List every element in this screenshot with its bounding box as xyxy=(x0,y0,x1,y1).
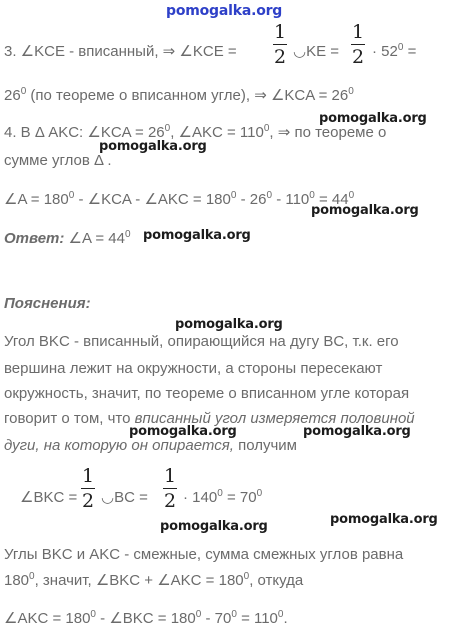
step3-lead: 3. ∠KCE - вписанный, ⇒ ∠KCE = xyxy=(4,43,237,60)
adjacent-line2 xyxy=(4,572,303,590)
degree: 0 xyxy=(397,42,404,53)
fraction-half-4 xyxy=(162,466,178,511)
degree: 0 xyxy=(266,190,273,201)
fraction-denominator: 2 xyxy=(81,490,95,512)
sum-expr: , значит, ∠BKC + ∠AKC = 180 xyxy=(34,572,244,589)
value-180: ∠AKC = 180 xyxy=(4,610,91,627)
expl-text: получим xyxy=(233,437,297,454)
hence: , откуда xyxy=(249,572,304,589)
degree: 0 xyxy=(348,86,354,97)
value-70: = 70 xyxy=(226,489,257,506)
step3-arc xyxy=(293,43,339,61)
minus-26: - 26 xyxy=(240,191,267,208)
degree: 0 xyxy=(20,86,27,97)
degree: 0 xyxy=(256,488,263,499)
answer-label: Ответ: xyxy=(4,230,65,247)
degree: 0 xyxy=(263,123,270,134)
degree: 0 xyxy=(243,571,250,582)
angle-a-computation xyxy=(4,191,354,209)
step4-tail: , ⇒ по теореме о xyxy=(269,124,387,141)
watermark: pomogalka.org xyxy=(303,424,411,439)
watermark: pomogalka.org xyxy=(330,512,438,527)
degree: 0 xyxy=(230,190,237,201)
arc-bc: ◡BC = xyxy=(101,489,148,506)
degree: 0 xyxy=(124,229,131,240)
fraction-denominator: 2 xyxy=(163,490,177,512)
degree: 0 xyxy=(231,609,237,620)
expl-italic: вписанный угол измеряется половиной xyxy=(134,410,415,427)
fraction-numerator: 1 xyxy=(273,21,287,43)
value-180: 180 xyxy=(4,572,30,589)
expl-line1: Угол BKC - вписанный, опирающийся на дугу BC, т.к. его xyxy=(4,333,399,350)
step4-line2 xyxy=(4,152,112,170)
degree: 0 xyxy=(164,123,171,134)
angle-akc: , ∠AKC = 110 xyxy=(170,124,264,141)
theorem-ref: (по теореме о вписанном угле), ⇒ ∠KCA = 26 xyxy=(30,87,349,104)
step3-line2 xyxy=(4,87,354,105)
expr: - ∠KCA - ∠AKC = 180 xyxy=(78,191,231,208)
value-52: · 52 xyxy=(372,43,398,60)
expr: - ∠BKC = 180 xyxy=(100,610,196,627)
watermark: pomogalka.org xyxy=(311,203,419,218)
equals: = xyxy=(407,43,417,60)
expl-italic: дуги, на которую он опирается, xyxy=(4,437,234,454)
degree: 0 xyxy=(348,190,355,201)
value-180: ∠A = 180 xyxy=(4,191,69,208)
answer xyxy=(4,230,131,248)
degree: 0 xyxy=(217,488,223,499)
fraction-denominator: 2 xyxy=(273,46,287,68)
fraction-half-2 xyxy=(350,22,366,67)
step3-text xyxy=(4,43,237,61)
degree: 0 xyxy=(309,190,315,201)
degree: 0 xyxy=(90,609,96,620)
fraction-half xyxy=(272,22,288,67)
watermark: pomogalka.org xyxy=(319,111,427,126)
final-akc xyxy=(4,610,288,628)
step3-value xyxy=(372,43,416,61)
result-44: = 44 xyxy=(319,191,349,208)
result-110: = 110 xyxy=(241,610,278,627)
degree: 0 xyxy=(277,609,284,620)
value-140: · 140 xyxy=(183,489,218,506)
adjacent-line1: Углы BKC и AKC - смежные, сумма смежных углов равна xyxy=(4,546,404,563)
degree: 0 xyxy=(195,609,202,620)
formula-bkc-lead: ∠BKC = xyxy=(20,489,78,506)
watermark: pomogalka.org xyxy=(143,228,251,243)
expl-line5 xyxy=(4,437,297,455)
fraction-half-3 xyxy=(80,466,96,511)
watermark: pomogalka.org xyxy=(99,139,207,154)
formula-bkc-value xyxy=(183,489,262,507)
expl-text: говорит о том, что xyxy=(4,410,135,427)
expl-line3: окружность, значит, по теореме о вписанном угле которая xyxy=(4,385,410,402)
triangle-sum: сумме углов Δ . xyxy=(4,152,112,169)
degree: 0 xyxy=(68,190,75,201)
answer-value: ∠A = 44 xyxy=(68,230,125,247)
watermark: pomogalka.org xyxy=(175,317,283,332)
minus-110: - 110 xyxy=(276,191,310,208)
watermark: pomogalka.org xyxy=(129,424,237,439)
degree: 0 xyxy=(29,571,35,582)
arc-ke: ◡KE = xyxy=(293,43,340,60)
fraction-numerator: 1 xyxy=(351,21,365,43)
watermark: pomogalka.org xyxy=(160,519,268,534)
fraction-numerator: 1 xyxy=(163,465,177,487)
period: . xyxy=(283,610,288,627)
explanation-heading: Пояснения: xyxy=(4,295,91,312)
fraction-numerator: 1 xyxy=(81,465,95,487)
step4-lead: 4. В Δ AKC: ∠KCA = 26 xyxy=(4,124,165,141)
watermark: pomogalka.org xyxy=(166,3,283,19)
value-26: 26 xyxy=(4,87,21,104)
fraction-denominator: 2 xyxy=(351,46,365,68)
minus-70: - 70 xyxy=(205,610,232,627)
expl-line2: вершина лежит на окружности, а стороны пересекают xyxy=(4,360,383,377)
